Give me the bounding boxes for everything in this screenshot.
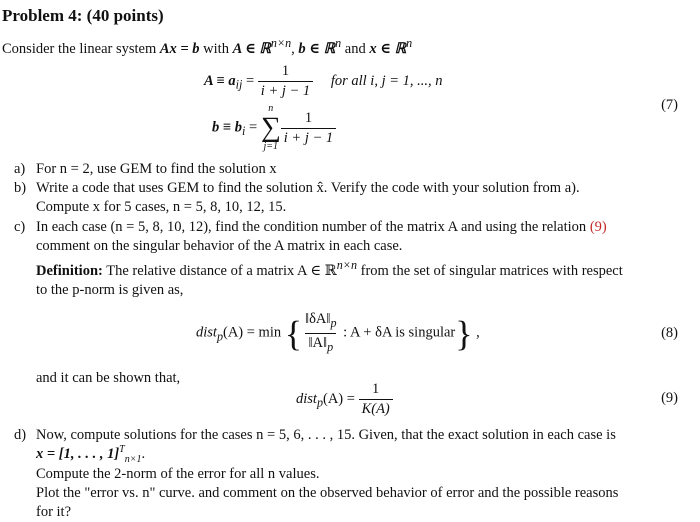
item-b-line-1: Write a code that uses GEM to find the solution x̂. Verify the code with your solution from a). [36,180,580,196]
intro-b-sup: n [335,36,342,50]
eq7-A-lhs: A ≡ a [204,72,236,89]
eq8-denominator [305,333,336,357]
eq7-b-fraction [281,109,336,148]
definition-text: The relative distance of a matrix A ∈ ℝ [102,262,337,279]
shown-line: and it can be shown that, [36,370,181,386]
equation-8-number: (8) [661,325,678,341]
sigma-icon: ∑ [260,112,281,143]
item-d-exact-sub: n×1 [124,453,142,465]
item-b [14,179,684,217]
eq7-A-numerator: 1 [281,63,290,79]
intro-A-sup: n×n [270,36,292,50]
intro-line [2,34,412,59]
eq7-A-fraction [258,62,313,101]
equation-7-number: (7) [661,97,678,113]
eq7-b-sub: i [242,124,246,139]
item-d-line-4: Plot the "error vs. n" curve. and comment on the observed behavior of error and the possible reasons [36,484,619,501]
intro-x-domain: x ∈ ℝ [369,40,407,57]
eq7-b-numerator: 1 [304,109,313,126]
item-d-line-5: for it? [36,503,72,520]
equation-7-line-2 [212,104,336,152]
eq7-sum-upper: n [268,103,274,114]
eq8-fraction [302,310,340,357]
eq8-lhs-arg: (A) = min [223,324,282,341]
eq7-b-denominator: i + j − 1 [281,128,336,148]
eq9-lhs-sub: p [316,395,323,410]
equation-8 [196,310,480,357]
eq9-lhs-arg: (A) = [323,390,359,407]
intro-x-sup: n [406,36,413,50]
item-c-line-1: In each case (n = 5, 8, 10, 12), find the condition number of the matrix A and using the relation [36,219,590,235]
eq7-b-lhs: b ≡ b [212,119,243,136]
intro-comma: , [291,40,299,57]
eq8-lhs-sub: p [216,329,223,344]
eq8-den-sub: p [327,339,334,354]
item-d [14,426,684,522]
left-brace-icon: { [284,313,303,354]
equation-9 [296,380,393,419]
item-d-exact-solution: x = [1, . . . , 1] [36,446,120,462]
eq7-sum [261,104,281,152]
item-a-text: For n = 2, use GEM to find the solution x [36,161,277,177]
definition-text-2: from the set of singular matrices with respect [357,262,623,279]
eq9-numerator: 1 [372,381,380,397]
intro-A-domain: A ∈ ℝ [232,40,271,57]
intro-and: and [341,40,370,57]
item-c-eq-ref[interactable]: (9) [589,219,607,235]
item-c-label: c) [14,219,26,235]
intro-b-domain: b ∈ ℝ [298,40,336,57]
eq7-A-equals: = [242,72,258,89]
item-c-line-2: comment on the singular behavior of the A matrix in each case. [36,238,403,254]
item-a-label: a) [14,161,26,177]
item-d-line-3: Compute the 2-norm of the error for all n values. [36,465,320,482]
eq8-lhs: dist [196,324,217,341]
definition-sup: n×n [336,258,357,272]
eq7-b-equals: = [245,119,261,136]
item-a [14,160,684,179]
item-d-label: d) [14,427,27,443]
item-d-exact-sup: T [119,444,125,456]
item-b-label: b) [14,180,27,196]
item-d-line-1: Now, compute solutions for the cases n = 5, 6, . . . , 15. Given, that the exact solution in each case is [36,427,616,443]
equation-7-line-1 [204,62,443,101]
definition-label: Definition: [36,262,103,279]
intro-equation: Ax = b [159,40,200,57]
item-c-line-4: to the p-norm is given as, [36,281,184,298]
eq8-tail: , [472,324,480,341]
item-d-exact-end: . [141,446,146,462]
right-brace-icon: } [455,313,473,354]
problem-title: Problem 4: (40 points) [2,6,164,25]
eq7-A-denominator: i + j − 1 [258,81,313,101]
eq9-lhs: dist [296,390,317,407]
intro-text: Consider the linear system [2,40,160,57]
eq8-numerator [302,310,340,333]
eq8-den-text: ‖A‖ [308,334,328,351]
item-b-line-2: Compute x for 5 cases, n = 5, 8, 10, 12, 15. [36,199,287,215]
eq8-condition: : A + δA is singular [339,324,456,341]
eq8-num-text: ‖δA‖ [305,311,331,327]
eq7-A-condition: for all i, j = 1, ..., n [330,72,443,89]
eq9-fraction [359,380,393,419]
eq8-num-sub: p [330,315,337,330]
intro-with: with [199,40,233,57]
eq9-denominator: K(A) [359,399,393,419]
eq7-sum-lower: j=1 [263,141,279,152]
item-c [14,218,684,300]
equation-9-number: (9) [661,390,678,406]
eq7-A-sub: ij [235,77,243,92]
